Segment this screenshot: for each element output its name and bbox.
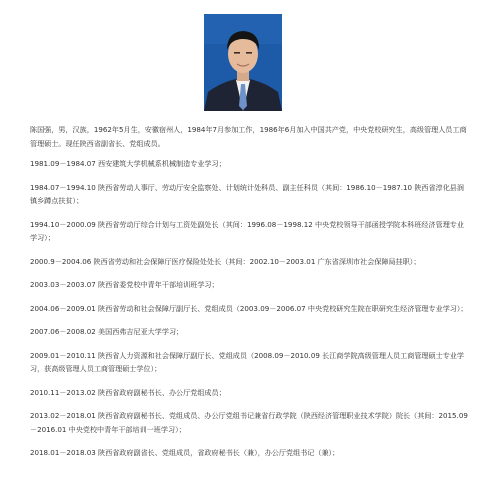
biography-text (30, 123, 470, 470)
career-entry: 2010.11－2013.02 陕西省政府副秘书长、办公厅党组成员； (30, 387, 226, 397)
career-entry: 1984.07－1994.10 陕西省劳动人事厅、劳动厅安全监察处、计划统计处科员、副主任科员（其间：1986.10－1987.10 陕西省淳化县润镇乡蹲点扶贫）； (30, 182, 464, 205)
career-entry: 2007.06－2008.02 美国西弗吉尼亚大学学习； (30, 327, 184, 336)
career-entry: 2000.9－2004.06 陕西省劳动和社会保障厅医疗保险处处长（其间：2002.10－2003.01 广东省深圳市社会保障局挂职）； (30, 256, 421, 266)
career-entry: 2009.01－2010.11 陕西省人力资源和社会保障厅副厅长、党组成员（2008.09－2010.09 长江商学院高级管理人员工商管理硕士专业学习，获高级管理人员工商管理硕士学位）； (30, 350, 464, 373)
career-entry: 1981.09－1984.07 西安建筑大学机械系机械制造专业学习； (30, 159, 226, 168)
official-portrait-photo (204, 14, 282, 111)
career-entry: 2018.01－2018.03 陕西省政府副省长、党组成员，省政府秘书长（兼），办公厅党组书记（兼）； (30, 448, 340, 457)
career-entry: 1994.10－2000.09 陕西省劳动厅综合计划与工资处副处长（其间：1996.08－1998.12 中央党校领导干部函授学院本科班经济管理专业学习）； (30, 219, 464, 242)
career-entry: 2004.06－2009.01 陕西省劳动和社会保障厅副厅长、党组成员（2003.09－2006.07 中央党校研究生院在职研究生经济管理专业学习）； (30, 303, 468, 313)
biography-intro: 陈国强，男，汉族，1962年5月生，安徽宿州人，1984年7月参加工作，1986年6月加入中国共产党，中央党校研究生，高级管理人员工商管理硕士。现任陕西省副省长、党组成员。 (30, 125, 467, 148)
career-entry: 2013.02－2018.01 陕西省政府副秘书长、党组成员、办公厅党组书记兼省行政学院（陕西经济管理职业技术学院）院长（其间：2015.09－2016.01 中央党校中青年干部培训一班学习）； (30, 411, 468, 434)
career-entry: 2003.03－2003.07 陕西省委党校中青年干部培训班学习； (30, 280, 219, 289)
portrait-photo-icon (204, 14, 282, 111)
